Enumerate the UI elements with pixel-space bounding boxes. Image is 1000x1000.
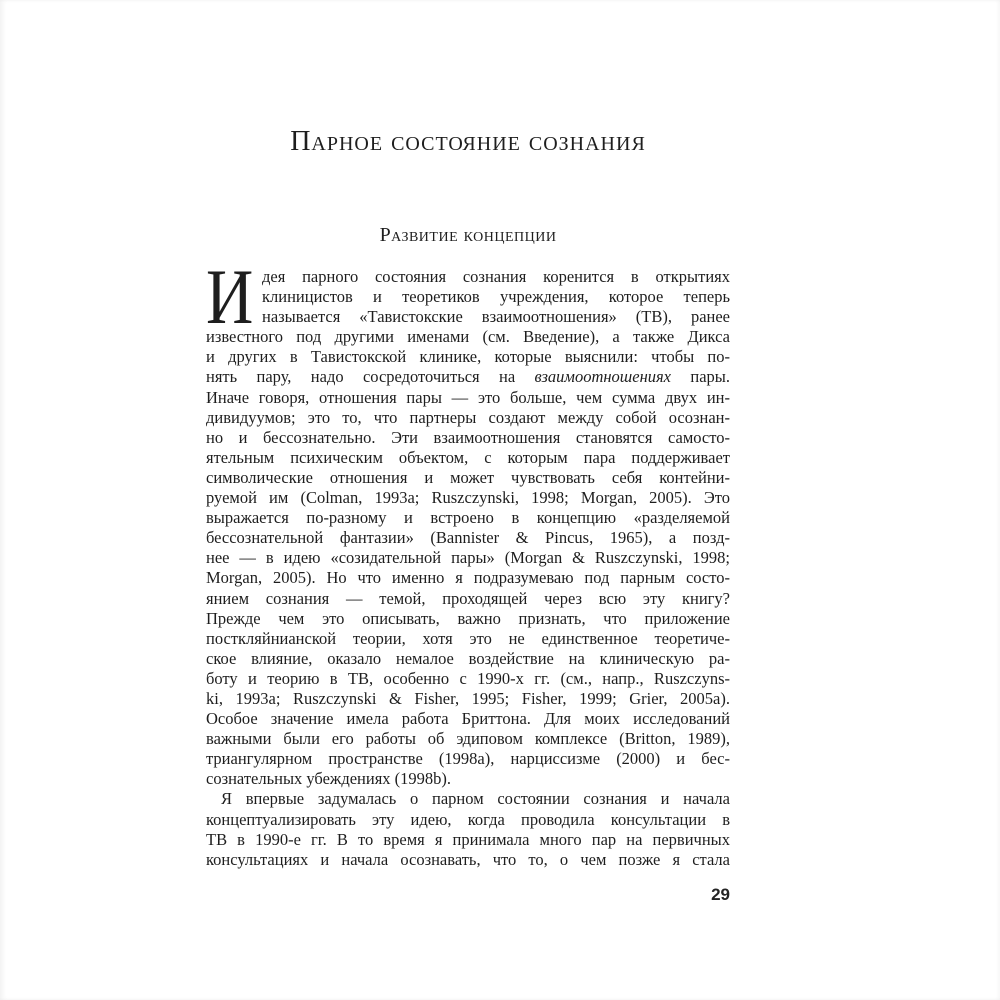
page-number: 29	[711, 885, 730, 904]
text-line: Я впервые задумалась о парном состоянии сознания и начала	[221, 789, 730, 809]
text-line: но и бессознательно. Эти взаимоотношения становятся самосто-	[206, 427, 730, 447]
text-line: консультациях и начала осознавать, что то, о чем позже я стала	[206, 849, 730, 869]
text-line: посткляйнианской теории, хотя это не единственное теоретиче-	[206, 628, 730, 648]
text-line: бессознательной фантазии» (Bannister & Pincus, 1965), а позд-	[206, 528, 730, 548]
text-line: символические отношения и может чувствовать себя контейни-	[206, 467, 730, 487]
text-line: Особое значение имела работа Бриттона. Для моих исследований	[206, 709, 730, 729]
text-line: называется «Тавистокские взаимоотношения» (ТВ), ранее	[262, 307, 730, 327]
chapter-title: Парное состояние сознания	[290, 125, 646, 157]
emphasized-text: взаимоотношениях	[534, 367, 672, 387]
section-heading: Развитие концепции	[379, 223, 557, 246]
text-line: Прежде чем это описывать, важно признать, что приложение	[206, 608, 730, 628]
text-line: выражается по-разному и встроено в концепцию «разделяемой	[206, 508, 730, 528]
text-line: дивидуумов; это то, что партнеры создают между собой осознан-	[206, 407, 730, 427]
text-line: боту и теорию в ТВ, особенно с 1990-х гг. (см., напр., Ruszczyns-	[206, 668, 730, 688]
text-line: ятельным психическим объектом, с которым пара поддерживает	[206, 447, 730, 467]
text-line: Иначе говоря, отношения пары — это больше, чем сумма двух ин-	[206, 387, 730, 407]
drop-cap: И	[206, 253, 254, 340]
text-line: Morgan, 2005). Но что именно я подразумеваю под парным состо-	[206, 568, 730, 588]
paragraph-2	[206, 789, 730, 869]
text-line: ki, 1993a; Ruszczynski & Fisher, 1995; Fisher, 1999; Grier, 2005a).	[206, 688, 730, 708]
text-line: важными были его работы об эдиповом комплексе (Britton, 1989),	[206, 729, 730, 749]
text-line: концептуализировать эту идею, когда проводила консультации в	[206, 809, 730, 829]
paragraph-1	[206, 253, 730, 789]
text-line: триангулярном пространстве (1998a), нарциссизме (2000) и бес-	[206, 749, 730, 769]
body-text	[206, 253, 730, 870]
text-line: ТВ в 1990-е гг. В то время я принимала много пар на первичных	[206, 829, 730, 849]
text-line: руемой им (Colman, 1993a; Ruszczynski, 1998; Morgan, 2005). Это	[206, 488, 730, 508]
text-line: янием сознания — темой, проходящей через всю эту книгу?	[206, 588, 730, 608]
text-line	[206, 367, 730, 387]
text-segment: нять пару, надо сосредоточиться на	[206, 367, 535, 387]
text-line: клиницистов и теоретиков учреждения, которое теперь	[262, 287, 730, 307]
text-line: нее — в идею «созидательной пары» (Morgan & Ruszczynski, 1998;	[206, 548, 730, 568]
text-line: сознательных убеждениях (1998b).	[206, 769, 452, 789]
text-line: дея парного состояния сознания коренится в открытиях	[262, 267, 730, 286]
text-line: известного под другими именами (см. Введение), а также Дикса	[206, 327, 730, 347]
text-line: и других в Тавистокской клинике, которые выяснили: чтобы по-	[206, 347, 730, 367]
text-segment: пары.	[671, 367, 730, 387]
text-line: ское влияние, оказало немалое воздействие на клиническую ра-	[206, 648, 730, 668]
